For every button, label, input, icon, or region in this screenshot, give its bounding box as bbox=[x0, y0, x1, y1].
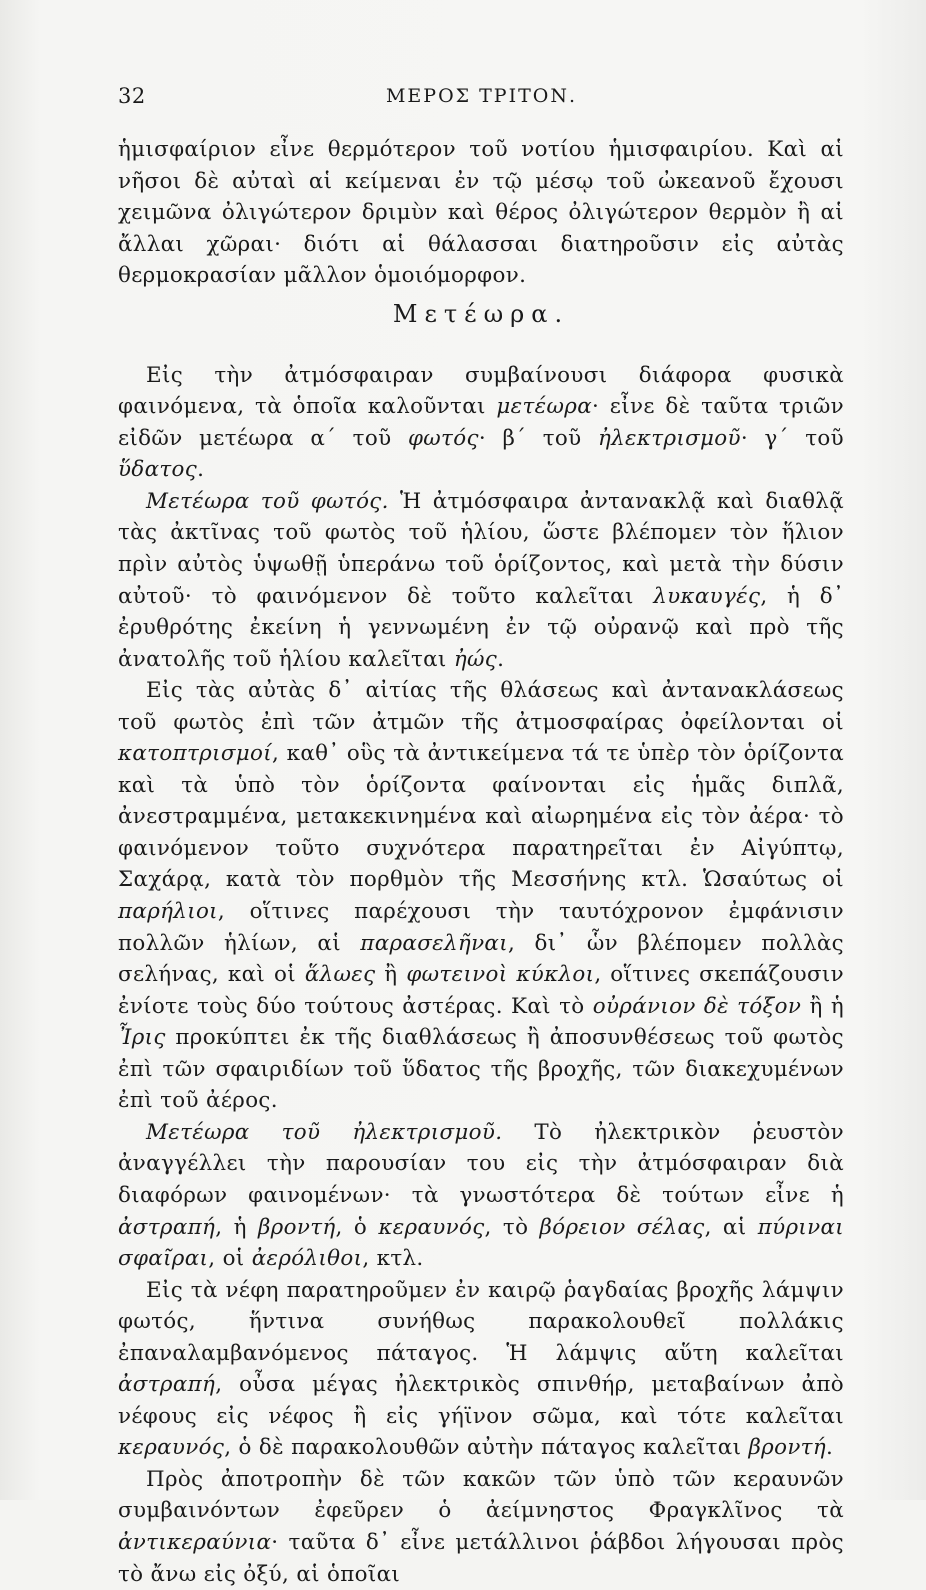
paragraph-electric-meteora: Μετέωρα τοῦ ἠλεκτρισμοῦ. Τὸ ἠλεκτρικὸν ῥευστὸν ἀναγγέλλει τὴν παρουσίαν του εἰς τὴν ἀτμόσφαιραν διὰ διαφόρων φαινομένων· τὰ γνωστότερα δὲ τούτων εἶνε ἡ ἀστραπή, ἡ βροντή, ὁ κεραυνός, τὸ βόρειον σέλας, αἱ πύριναι σφαῖραι, οἱ ἀερόλιθοι, κτλ. bbox=[118, 1119, 845, 1272]
italic-term: βροντή bbox=[257, 1214, 336, 1240]
paragraph-meteora-intro: Εἰς τὴν ἀτμόσφαιραν συμβαίνουσι διάφορα φυσικὰ φαινόμενα, τὰ ὁποῖα καλοῦνται μετέωρα· εἶνε δὲ ταῦτα τριῶν εἰδῶν μετέωρα α΄ τοῦ φωτός· β΄ τοῦ ἠλεκτρισμοῦ· γ΄ τοῦ ὕδατος. bbox=[118, 362, 844, 483]
italic-term: ὕδατος bbox=[118, 457, 198, 483]
italic-term: ἅλωες bbox=[304, 962, 376, 988]
italic-term: κεραυνός bbox=[118, 1435, 225, 1461]
italic-term: μετέωρα bbox=[496, 394, 593, 420]
paragraph-light-meteora: Μετέωρα τοῦ φωτός. Ἡ ἀτμόσφαιρα ἀντανακλᾷ καὶ διαθλᾷ τὰς ἀκτῖνας τοῦ φωτὸς τοῦ ἡλίου, ὥστε βλέπομεν τὸν ἥλιον πρὶν αὐτὸς ὑψωθῇ ὑπεράνω τοῦ ὁρίζοντος, καὶ μετὰ τὴν δύσιν αὐτοῦ· τὸ φαινόμενον δὲ τοῦτο καλεῖται λυκαυγές, ἡ δ᾽ ἐρυθρότης ἐκείνη ἡ γεννωμένη ἐν τῷ οὐρανῷ καὶ πρὸ τῆς ἀνατολῆς τοῦ ἡλίου καλεῖται ἠώς. bbox=[118, 488, 845, 672]
italic-term: ἀντικεραύνια bbox=[118, 1529, 272, 1555]
page-number: 32 bbox=[118, 84, 146, 108]
italic-term: οὐράνιον δὲ τόξον bbox=[592, 993, 802, 1019]
italic-term: κατοπτρισμοί bbox=[118, 741, 273, 767]
italic-term: πύριναι σφαῖραι bbox=[118, 1214, 844, 1272]
italic-term: παρασελῆναι bbox=[360, 930, 508, 956]
italic-term: ἀστραπή bbox=[118, 1372, 216, 1398]
paragraph-mirages: Εἰς τὰς αὐτὰς δ᾽ αἰτίας τῆς θλάσεως καὶ ἀντανακλάσεως τοῦ φωτὸς ἐπὶ τῶν ἀτμῶν τῆς ἀτμοσφαίρας ὀφείλονται οἱ κατοπτρισμοί, καθ᾽ οὓς τὰ ἀντικείμενα τά τε ὑπὲρ τὸν ὁρίζοντα καὶ τὰ ὑπὸ τὸν ὁρίζοντα φαίνονται εἰς ἡμᾶς διπλᾶ, ἀνεστραμμένα, μετακεκινημένα καὶ αἰωρημένα εἰς τὸν ἀέρα· τὸ φαινόμενον τοῦτο συχνότερα παρατηρεῖται ἐν Αἰγύπτῳ, Σαχάρᾳ, κατὰ τὸν πορθμὸν τῆς Μεσσήνης κτλ. Ὡσαύτως οἱ παρήλιοι, οἵτινες παρέχουσι τὴν ταυτόχρονον ἐμφάνισιν πολλῶν ἡλίων, αἱ παρασελῆναι, δι᾽ ὧν βλέπομεν πολλὰς σελήνας, καὶ οἱ ἅλωες ἢ φωτεινοὶ κύκλοι, οἵτινες σκεπάζουσιν ἐνίοτε τοὺς δύο τούτους ἀστέρας. Καὶ τὸ οὐράνιον δὲ τόξον ἢ ἡ Ἶρις προκύπτει ἐκ τῆς διαθλάσεως ἢ ἀποσυνθέσεως τοῦ φωτὸς ἐπὶ τῶν σφαιριδίων τοῦ ὕδατος τῆς βροχῆς, τῶν διακεχυμένων ἐπὶ τοῦ ἀέρος. bbox=[118, 678, 845, 1114]
italic-term: ἠώς bbox=[453, 646, 498, 672]
paragraph-continued: ἡμισφαίριον εἶνε θερμότερον τοῦ νοτίου ἡμισφαιρίου. Καὶ αἱ νῆσοι δὲ αὐταὶ αἱ κείμεναι ἐν τῷ μέσῳ τοῦ ὠκεανοῦ ἔχουσι χειμῶνα ὀλιγώτερον δριμὺν καὶ θέρος ὀλιγώτερον θερμὸν ἢ αἱ ἄλλαι χῶραι· διότι αἱ θάλασσαι διατηροῦσιν εἰς αὐτὰς θερμοκρασίαν μᾶλλον ὁμοιόμορφον. bbox=[118, 137, 844, 289]
section-heading: Μετέωρα. bbox=[392, 299, 570, 328]
paragraph-lightning: Εἰς τὰ νέφη παρατηροῦμεν ἐν καιρῷ ῥαγδαίας βροχῆς λάμψιν φωτός, ἥντινα συνήθως παρακολουθεῖ πολλάκις ἐπαναλαμβανόμενος πάταγος. Ἡ λάμψις αὕτη καλεῖται ἀστραπή, οὖσα μέγας ἠλεκτρικὸς σπινθήρ, μεταβαίνων ἀπὸ νέφους εἰς νέφος ἢ εἰς γήϊνον σῶμα, καὶ τότε καλεῖται κεραυνός, ὁ δὲ παρακολουθῶν αὐτὴν πάταγος καλεῖται βροντή. bbox=[118, 1277, 844, 1461]
italic-term: κεραυνός bbox=[378, 1214, 485, 1240]
italic-term: λυκαυγές bbox=[653, 583, 761, 609]
page-header bbox=[118, 84, 845, 118]
subsection-title: Μετέωρα τοῦ ἠλεκτρισμοῦ. bbox=[146, 1119, 503, 1145]
paragraph-lightning-rods: Πρὸς ἀποτροπὴν δὲ τῶν κακῶν τῶν ὑπὸ τῶν κεραυνῶν συμβαινόντων ἐφεῦρεν ὁ ἀείμνηστος Φραγκλῖνος τὰ ἀντικεραύνια· ταῦτα δ᾽ εἶνε μετάλλινοι ῥάβδοι λήγουσαι πρὸς τὸ ἄνω εἰς ὀξύ, αἱ ὁποῖαι bbox=[118, 1466, 844, 1587]
italic-term: φωτός bbox=[407, 425, 479, 451]
italic-term: παρήλιοι bbox=[118, 899, 218, 925]
subsection-title: Μετέωρα τοῦ φωτός. bbox=[146, 488, 389, 514]
italic-term: φωτεινοὶ κύκλοι bbox=[406, 962, 595, 988]
italic-term: Ἶρις bbox=[118, 1025, 166, 1051]
italic-term: βροντή bbox=[748, 1435, 827, 1461]
italic-term: βόρειον σέλας bbox=[539, 1214, 705, 1240]
italic-term: ἀερόλιθοι bbox=[251, 1246, 363, 1272]
italic-term: ἀστραπή bbox=[118, 1214, 216, 1240]
italic-term: ἠλεκτρισμοῦ bbox=[597, 425, 741, 451]
body-text bbox=[118, 134, 844, 1590]
running-title: ΜΕΡΟΣ ΤΡΙΤΟΝ. bbox=[385, 85, 578, 107]
